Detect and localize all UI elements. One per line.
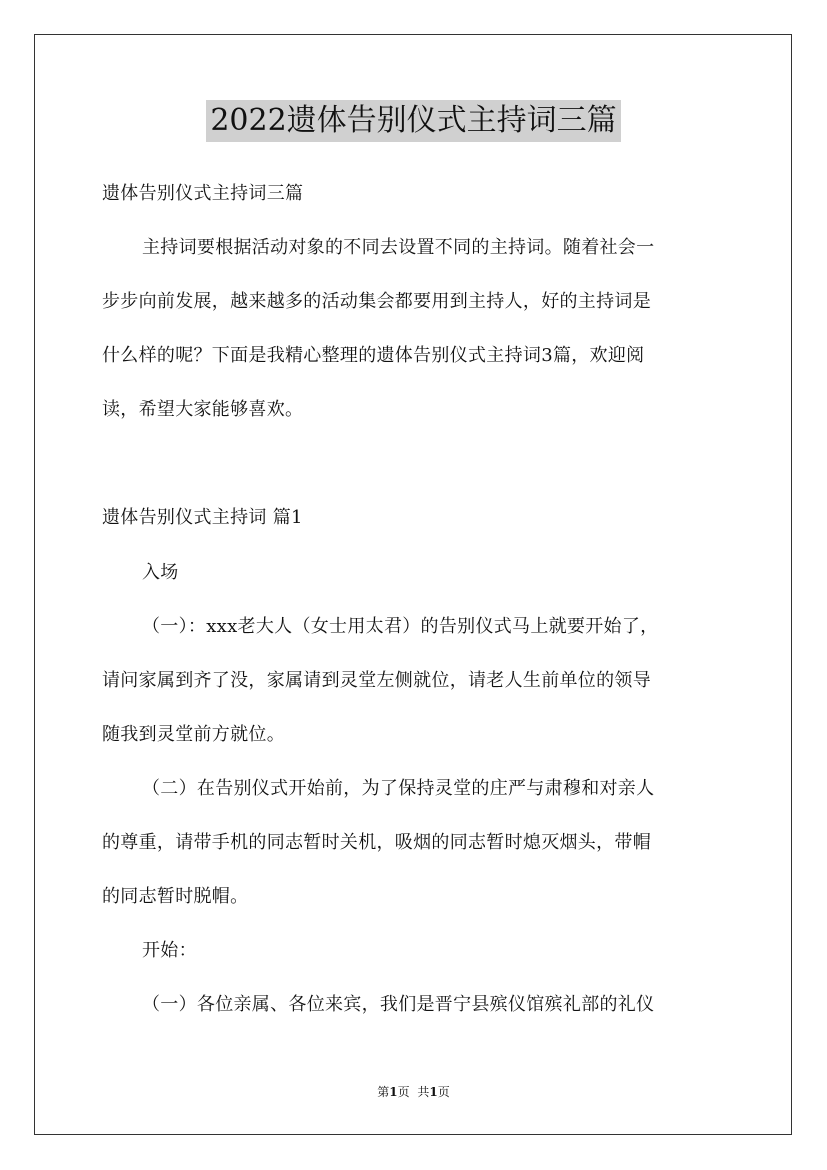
title-container [0,100,827,142]
intro-line-2: 步步向前发展，越来越多的活动集会都要用到主持人，好的主持词是 [102,291,651,312]
para1-line-3: 随我到灵堂前方就位。 [102,724,285,745]
entrance-label: 入场 [142,562,179,583]
section-heading: 遗体告别仪式主持词 篇1 [102,507,303,528]
para2-line-3: 的同志暂时脱帽。 [102,886,249,907]
para2-line-2: 的尊重，请带手机的同志暂时关机，吸烟的同志暂时熄灭烟头，带帽 [102,832,651,853]
para1-line-1: （一）：xxx老大人（女士用太君）的告别仪式马上就要开始了， [142,616,659,637]
page-footer [0,1084,827,1100]
footer-page-number: 1 [389,1085,398,1099]
footer-page-prefix: 第 [377,1085,390,1099]
intro-line-1: 主持词要根据活动对象的不同去设置不同的主持词。随着社会一 [142,237,655,258]
start-label: 开始： [142,940,197,961]
intro-line-3: 什么样的呢？下面是我精心整理的遗体告别仪式主持词3篇，欢迎阅 [102,345,645,366]
footer-total-suffix: 页 [437,1085,450,1099]
para2-line-1: （二）在告别仪式开始前，为了保持灵堂的庄严与肃穆和对亲人 [142,778,655,799]
subtitle: 遗体告别仪式主持词三篇 [102,183,304,204]
intro-line-4: 读，希望大家能够喜欢。 [102,399,304,420]
footer-total-number: 1 [429,1085,438,1099]
document-title: 2022遗体告别仪式主持词三篇 [206,100,620,142]
footer-page-suffix: 页 [397,1085,410,1099]
footer-total-prefix: 共 [417,1085,430,1099]
para3-line-1: （一）各位亲属、各位来宾，我们是晋宁县殡仪馆殡礼部的礼仪 [142,994,655,1015]
para1-line-2: 请问家属到齐了没，家属请到灵堂左侧就位，请老人生前单位的领导 [102,670,651,691]
